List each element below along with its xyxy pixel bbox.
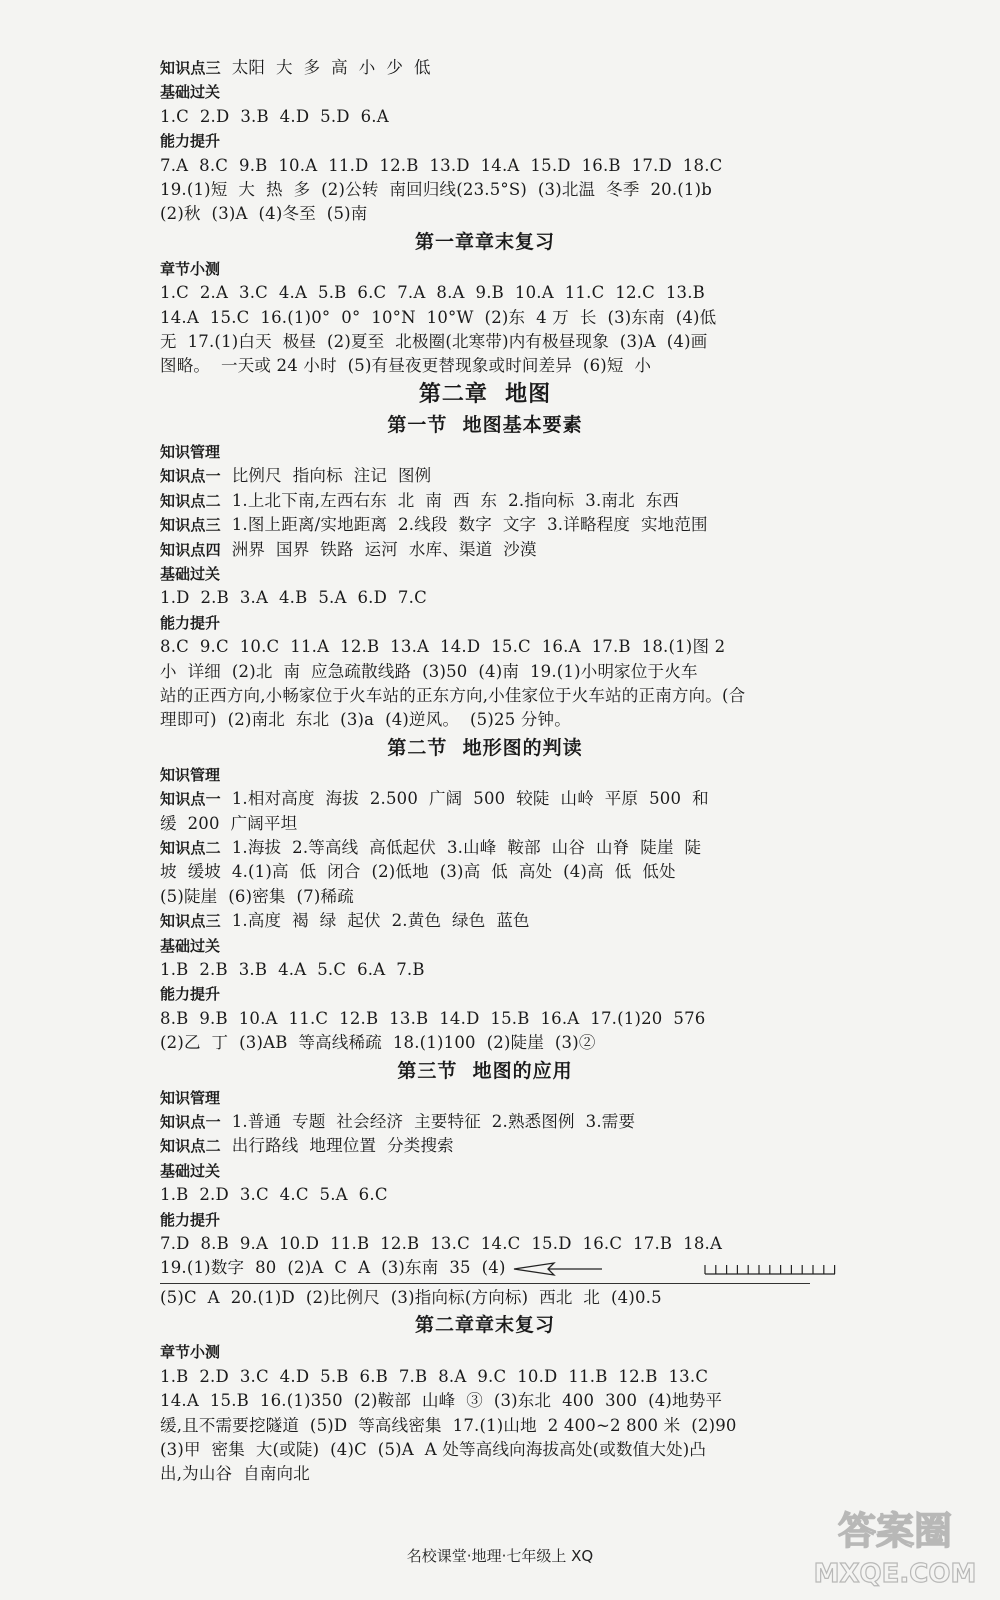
answer-line	[160, 1134, 810, 1158]
subsection-label	[160, 129, 810, 153]
line-text: (2)乙 丁 (3)AB 等高线稀疏 18.(1)100 (2)陡崖 (3)②	[160, 1033, 596, 1053]
subsection-label	[160, 257, 810, 281]
line-text: 1.上北下南,左西右东 北 南 西 东 2.指向标 3.南北 东西	[220, 490, 680, 510]
subsection-label	[160, 982, 810, 1006]
answer-line	[160, 464, 810, 488]
knowledge-point-label: 知识点二	[160, 1137, 221, 1156]
answer-line	[160, 1031, 810, 1055]
line-text: 第二章 地图	[418, 381, 552, 407]
line-text: 基础过关	[160, 1161, 221, 1180]
subsection-label	[160, 611, 810, 635]
line-text: 1.图上距离/实地距离 2.线段 数字 文字 3.详略程度 实地范围	[220, 515, 708, 535]
chapter-heading	[160, 379, 810, 410]
subsection-label	[160, 80, 810, 104]
watermark-logo	[805, 1500, 985, 1590]
direction-and-scale-figure	[510, 1260, 840, 1278]
answer-line	[160, 860, 810, 884]
arrow-icon	[514, 1263, 602, 1275]
answer-line	[160, 1462, 810, 1486]
line-text: 1.D 2.B 3.A 4.B 5.A 6.D 7.C	[160, 588, 427, 608]
section-heading	[160, 227, 810, 257]
subsection-label	[160, 562, 810, 586]
line-text: 1.C 2.D 3.B 4.D 5.D 6.A	[160, 106, 389, 126]
answer-line	[160, 885, 810, 909]
answer-line	[160, 787, 810, 811]
line-text: 图略。 一天或 24 小时 (5)有昼夜更替现象或时间差异 (6)短 小	[160, 356, 652, 376]
answer-line	[160, 538, 810, 562]
line-text: 1.B 2.B 3.B 4.A 5.C 6.A 7.B	[160, 960, 425, 979]
line-text: 7.D 8.B 9.A 10.D 11.B 12.B 13.C 14.C 15.D 16.C 17.B 18.A	[160, 1234, 723, 1254]
answer-line	[160, 635, 810, 659]
line-text: 基础过关	[160, 83, 221, 102]
line-text: 基础过关	[160, 564, 221, 583]
scale-bar-icon	[705, 1265, 835, 1274]
knowledge-point-label: 知识点四	[160, 540, 221, 559]
line-text: (2)秋 (3)A (4)冬至 (5)南	[160, 204, 368, 224]
line-text: 1.B 2.D 3.C 4.D 5.B 6.B 7.B 8.A 9.C 10.D 11.B 12.B 13.C	[160, 1366, 709, 1386]
knowledge-point-label: 知识点二	[160, 838, 221, 857]
knowledge-point-label: 知识点一	[160, 467, 221, 486]
line-text: 第二节 地形图的判读	[387, 736, 583, 759]
answer-line	[160, 1365, 810, 1389]
line-text: 1.高度 褐 绿 起伏 2.黄色 绿色 蓝色	[220, 911, 530, 931]
answer-line	[160, 1286, 810, 1310]
answer-line	[160, 178, 810, 202]
line-text: 站的正西方向,小畅家位于火车站的正东方向,小佳家位于火车站的正南方向。(合	[160, 685, 746, 705]
line-text: 第一章章末复习	[414, 230, 555, 253]
line-text: 7.A 8.C 9.B 10.A 11.D 12.B 13.D 14.A 15.D 16.B 17.D 18.C	[160, 155, 723, 175]
knowledge-point-label: 知识点三	[160, 516, 221, 535]
line-text: 能力提升	[160, 613, 221, 632]
line-text: 8.C 9.C 10.C 11.A 12.B 13.A 14.D 15.C 16.A 17.B 18.(1)图 2	[160, 637, 726, 657]
line-text: 19.(1)短 大 热 多 (2)公转 南回归线(23.5°S) (3)北温 冬季 20.(1)b	[160, 180, 713, 200]
line-text: 1.海拔 2.等高线 高低起伏 3.山峰 鞍部 山谷 山脊 陡崖 陡	[220, 837, 702, 857]
line-text: 第二章章末复习	[414, 1314, 555, 1337]
knowledge-point-label: 知识点一	[160, 1113, 221, 1132]
line-text: 缓 200 广阔平坦	[160, 813, 298, 833]
line-text: 8.B 9.B 10.A 11.C 12.B 13.B 14.D 15.B 16.A 17.(1)20 576	[160, 1008, 706, 1028]
line-text: 小 详细 (2)北 南 应急疏散线路 (3)50 (4)南 19.(1)小明家位于火车	[160, 661, 698, 681]
answer-line	[160, 56, 810, 80]
line-text: 缓,且不需要挖隧道 (5)D 等高线密集 17.(1)山地 2 400~2 800 米 (2)90	[160, 1415, 737, 1435]
answer-line	[160, 909, 810, 933]
line-text: 1.相对高度 海拔 2.500 广阔 500 较陡 山岭 平原 500 和	[220, 789, 709, 809]
line-text: (5)陡崖 (6)密集 (7)稀疏	[160, 886, 354, 906]
subsection-label	[160, 1159, 810, 1183]
answer-line	[160, 281, 810, 305]
answer-line	[160, 836, 810, 860]
knowledge-point-label: 知识点二	[160, 491, 221, 510]
line-text: 出,为山谷 自南向北	[160, 1464, 310, 1484]
line-text: 知识管理	[160, 442, 221, 461]
svg-text:MXQE.COM: MXQE.COM	[813, 1559, 977, 1589]
answer-line	[160, 1232, 810, 1256]
line-text: 能力提升	[160, 1210, 221, 1229]
answer-line	[160, 513, 810, 537]
answer-line	[160, 1183, 810, 1207]
subsection-label	[160, 763, 810, 787]
divider-line	[160, 1283, 810, 1284]
line-text: 第三节 地图的应用	[397, 1059, 573, 1082]
line-text: 章节小测	[160, 1343, 221, 1362]
svg-text:答案圈: 答案圈	[837, 1509, 953, 1553]
line-text: 无 17.(1)白天 极昼 (2)夏至 北极圈(北寒带)内有极昼现象 (3)A (4)画	[160, 332, 708, 352]
answer-line	[160, 489, 810, 513]
line-text: 第一节 地图基本要素	[387, 413, 583, 436]
answer-line	[160, 1389, 810, 1413]
line-text: 章节小测	[160, 259, 221, 278]
answer-line	[160, 330, 810, 354]
line-text: (3)甲 密集 大(或陡) (4)C (5)A A 处等高线向海拔高处(或数值大处)凸	[160, 1439, 707, 1459]
answer-line	[160, 958, 810, 982]
knowledge-point-label: 知识点一	[160, 790, 221, 809]
subsection-label	[160, 1340, 810, 1364]
line-text: 能力提升	[160, 132, 221, 151]
line-text: 1.普通 专题 社会经济 主要特征 2.熟悉图例 3.需要	[220, 1112, 636, 1132]
answer-line	[160, 812, 810, 836]
line-text: 太阳 大 多 高 小 少 低	[220, 58, 431, 77]
answer-line	[160, 306, 810, 330]
section-heading	[160, 1310, 810, 1340]
line-text: 1.B 2.D 3.C 4.C 5.A 6.C	[160, 1185, 388, 1205]
line-text: 比例尺 指向标 注记 图例	[220, 466, 432, 486]
line-text: 坡 缓坡 4.(1)高 低 闭合 (2)低地 (3)高 低 高处 (4)高 低 低处	[160, 862, 676, 882]
answer-line	[160, 708, 810, 732]
section-heading	[160, 410, 810, 440]
line-text: 1.C 2.A 3.C 4.A 5.B 6.C 7.A 8.A 9.B 10.A 11.C 12.C 13.B	[160, 283, 706, 303]
answer-line	[160, 586, 810, 610]
section-heading	[160, 1056, 810, 1086]
page-footer: 名校课堂·地理·七年级上 XQ	[406, 1547, 594, 1565]
answer-line	[160, 105, 810, 129]
answer-line	[160, 660, 810, 684]
answer-line	[160, 354, 810, 378]
knowledge-point-label: 知识点三	[160, 912, 221, 931]
answer-line	[160, 1414, 810, 1438]
line-text: (5)C A 20.(1)D (2)比例尺 (3)指向标(方向标) 西北 北 (4)0.5	[160, 1287, 662, 1307]
line-text: 出行路线 地理位置 分类搜索	[220, 1136, 454, 1156]
subsection-label	[160, 934, 810, 958]
answer-line	[160, 202, 810, 226]
answer-line	[160, 1007, 810, 1031]
subsection-label	[160, 1086, 810, 1110]
answer-line	[160, 684, 810, 708]
section-heading	[160, 733, 810, 763]
knowledge-point-label: 知识点三	[160, 59, 221, 77]
line-text: 19.(1)数字 80 (2)A C A (3)东南 35 (4)	[160, 1258, 506, 1278]
subsection-label	[160, 1208, 810, 1232]
line-text: 知识管理	[160, 1088, 221, 1107]
line-text: 知识管理	[160, 765, 221, 784]
line-text: 洲界 国界 铁路 运河 水库、渠道 沙漠	[220, 539, 537, 559]
subsection-label	[160, 440, 810, 464]
answer-line	[160, 154, 810, 178]
line-text: 基础过关	[160, 936, 221, 955]
answer-content	[160, 56, 810, 1487]
line-text: 能力提升	[160, 985, 221, 1004]
answer-line	[160, 1256, 810, 1280]
line-text: 14.A 15.C 16.(1)0° 0° 10°N 10°W (2)东 4 万 长 (3)东南 (4)低	[160, 307, 717, 327]
line-text: 14.A 15.B 16.(1)350 (2)鞍部 山峰 ③ (3)东北 400 300 (4)地势平	[160, 1391, 723, 1411]
line-text: 理即可) (2)南北 东北 (3)a (4)逆风。 (5)25 分钟。	[160, 710, 571, 730]
answer-line	[160, 1110, 810, 1134]
answer-line	[160, 1438, 810, 1462]
